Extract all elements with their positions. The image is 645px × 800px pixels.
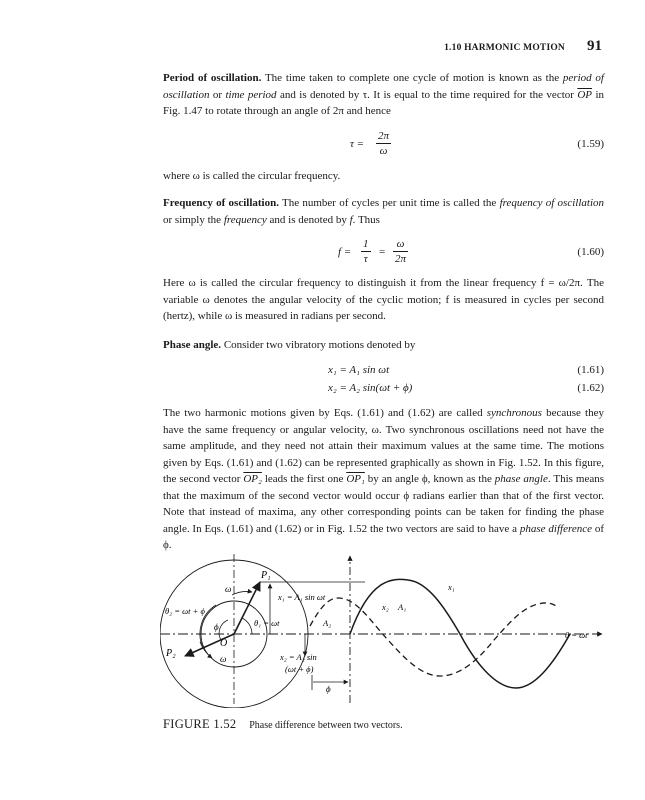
eq162-body: x₂ = A₂ sin(ωt + ϕ): [328, 382, 413, 394]
after-159: where ω is called the circular frequency.: [163, 170, 341, 182]
figure-label: FIGURE 1.52: [163, 717, 237, 731]
synchronous-paragraph: [163, 405, 604, 554]
synch-term-3: phase difference: [519, 522, 592, 535]
label-theta-axis: θ = ωt: [565, 630, 588, 640]
eq160-numerator-2: ω: [393, 237, 408, 252]
eq160-denominator-2: 2π: [395, 253, 407, 265]
eq159-number: (1.59): [577, 138, 604, 150]
synch-term-1: synchronous: [486, 407, 542, 419]
period-term-1: period of oscillation: [163, 72, 604, 101]
period-heading: Period of oscillation.: [163, 72, 262, 84]
label-omega-top: ω: [225, 584, 232, 594]
figure-1-52: [160, 548, 610, 708]
equation-1-60: [163, 235, 604, 269]
label-p1: P₁: [261, 570, 271, 581]
frequency-text-2: or simply the: [163, 213, 224, 226]
synch-vector-1: OP₁: [346, 473, 365, 485]
synch-text-3: leads the first one: [261, 473, 347, 485]
eq159-lhs: τ =: [350, 138, 365, 150]
eq160-fraction-1: [361, 237, 371, 266]
label-p2: P₂: [166, 648, 176, 659]
period-vector: $\overline{OP}$: [577, 88, 593, 101]
frequency-paragraph: [163, 195, 604, 228]
period-text-2: or: [209, 88, 226, 101]
frequency-heading: Frequency of oscillation.: [163, 197, 279, 209]
omega-top-arrow: [232, 591, 252, 595]
label-x2-curve: x₂: [382, 602, 389, 612]
eq160-lhs: f =: [338, 246, 352, 258]
frequency-term-1: frequency of oscillation: [499, 197, 605, 209]
label-x1-curve: x₁: [448, 582, 455, 592]
period-text-1: The time taken to complete one cycle of motion is known as the: [261, 72, 563, 84]
after-160: Here ω is called the circular frequency to distinguish it from the linear frequency f = ω/2π. The variable ω denotes the angular velocity of the cyclic motion; f is measured in cycles per second (hertz), while ω is measured in radians per second.: [163, 277, 604, 322]
eq161-number: (1.61): [577, 364, 604, 376]
synch-term-2: phase angle: [494, 473, 548, 485]
frequency-symbol: f: [349, 213, 353, 226]
eq160-number: (1.60): [577, 246, 604, 258]
label-x1-eq: x₁ = A₁ sin ωt: [278, 592, 326, 602]
eq161-body: x₁ = A₁ sin ωt: [328, 364, 390, 376]
synch-text-5: . This means that the maximum of the second vector would occur ϕ radians earlier than that of the first vector. Note that instead of maxima, any other corresponding points can be taken for finding the phase angle. In Eqs. (1.61) and (1.62) or in Fig. 1.52 the two vectors are said to have a: [163, 473, 604, 535]
eq159-denominator: ω: [379, 145, 388, 157]
synch-text-4: by an angle ϕ, known as the: [364, 473, 495, 485]
label-x2-eq-1: x₂ = A₂ sin: [280, 652, 317, 662]
running-header: [444, 38, 602, 57]
eq160-equals: =: [379, 246, 386, 258]
eq160-numerator-1: 1: [363, 238, 369, 250]
frequency-text-4: . Thus: [352, 213, 380, 226]
label-x2-eq-2: (ωt + ϕ): [285, 664, 314, 674]
eq160-fraction-2: [393, 237, 408, 266]
synch-text-2: because they have the same frequency or angular velocity, ω. Two synchronous oscillations need not have the same amplitude, and they need not attain their maximum values at the same time. The motions given by Eqs. (1.61) and (1.62) can be represented graphically as shown in Fig. 1.52. In this figure, the second vector: [163, 407, 604, 485]
eq160-denominator-1: τ: [363, 253, 368, 265]
eq159-numerator: 2π: [378, 130, 390, 142]
label-phi: ϕ: [214, 622, 219, 632]
synch-text-1: The two harmonic motions given by Eqs. (1.61) and (1.62) are called: [163, 407, 487, 419]
label-a1: A₁: [398, 602, 407, 612]
eq159-fraction: [376, 129, 391, 158]
phase-heading: Phase angle.: [163, 339, 222, 351]
period-term-2: time period: [225, 88, 277, 101]
eq162-number: (1.62): [577, 382, 604, 394]
phase-paragraph: [163, 337, 604, 354]
page-number: 91: [587, 38, 602, 54]
equation-1-61: [163, 362, 604, 378]
label-omega-bottom: ω: [220, 654, 227, 664]
frequency-text-3: and is denoted by: [266, 213, 350, 226]
curve-x2: [310, 598, 556, 676]
synch-text-6: of ϕ.: [163, 522, 605, 551]
frequency-text-1: The number of cycles per unit time is called the: [278, 197, 500, 209]
figure-caption: [163, 716, 403, 735]
section-title: 1.10 HARMONIC MOTION: [444, 43, 565, 53]
synch-vector-2: OP₂: [243, 473, 262, 485]
equation-1-59: [163, 127, 604, 161]
phase-text: Consider two vibratory motions denoted by: [221, 339, 416, 351]
label-o: O: [220, 638, 228, 649]
figure-caption-text: Phase difference between two vectors.: [249, 720, 403, 731]
period-paragraph: [163, 70, 604, 120]
label-theta1: θ₁ = ωt: [254, 618, 280, 628]
equation-1-62: [163, 380, 604, 396]
theta1-arc: [242, 618, 252, 634]
period-text-3: and is denoted by τ. It is equal to the time required for the vector: [276, 88, 578, 101]
label-a2: A₂: [323, 618, 332, 628]
label-theta2: θ₂ = ωt + ϕ: [165, 606, 205, 616]
frequency-term-2: frequency: [223, 213, 267, 226]
label-phi-axis: ϕ: [326, 684, 331, 694]
period-text-4: in Fig. 1.47 to rotate through an angle of 2π and hence: [163, 88, 604, 117]
